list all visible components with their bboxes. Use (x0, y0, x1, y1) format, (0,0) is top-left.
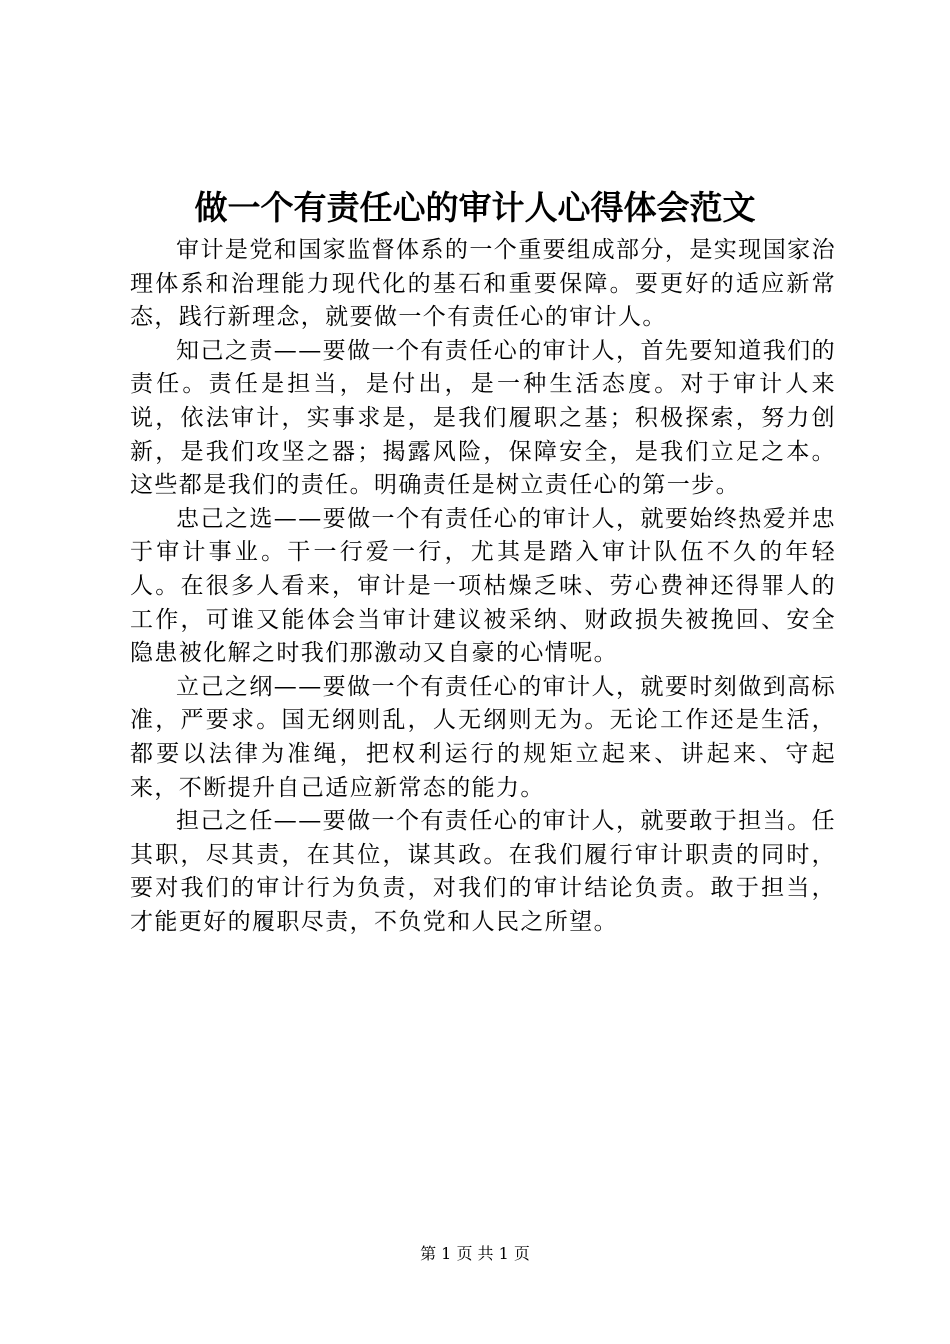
document-body (130, 234, 836, 939)
document-title: 做一个有责任心的审计人心得体会范文 (194, 188, 756, 227)
paragraph-intro: 审计是党和国家监督体系的一个重要组成部分，是实现国家治理体系和治理能力现代化的基石和重要保障。要更好的适应新常态，践行新理念，就要做一个有责任心的审计人。 (130, 237, 836, 331)
paragraph-loyal-choice: 忠己之选——要做一个有责任心的审计人，就要始终热爱并忠于审计事业。干一行爱一行，尤其是踏入审计队伍不久的年轻人。在很多人看来，审计是一项枯燥乏味、劳心费神还得罪人的工作，可谁又能体会当审计建议被采纳、财政损失被挽回、安全隐患被化解之时我们那激动又自豪的心情呢。 (130, 505, 836, 667)
paragraph-know-responsibility: 知己之责——要做一个有责任心的审计人，首先要知道我们的责任。责任是担当，是付出，是一种生活态度。对于审计人来说，依法审计，实事求是，是我们履职之基；积极探索，努力创新，是我们攻坚之器；揭露风险，保障安全，是我们立足之本。这些都是我们的责任。明确责任是树立责任心的第一步。 (130, 337, 836, 499)
paragraph-set-principles: 立己之纲——要做一个有责任心的审计人，就要时刻做到高标准，严要求。国无纲则乱，人无纲则无为。无论工作还是生活，都要以法律为准绳，把权利运行的规矩立起来、讲起来、守起来，不断提升自己适应新常态的能力。 (130, 673, 836, 801)
page-number-footer: 第 1 页 共 1 页 (420, 1244, 530, 1263)
paragraph-take-duty: 担己之任——要做一个有责任心的审计人，就要敢于担当。任其职，尽其责，在其位，谋其政。在我们履行审计职责的同时，要对我们的审计行为负责，对我们的审计结论负责。敢于担当，才能更好的履职尽责，不负党和人民之所望。 (130, 808, 836, 935)
